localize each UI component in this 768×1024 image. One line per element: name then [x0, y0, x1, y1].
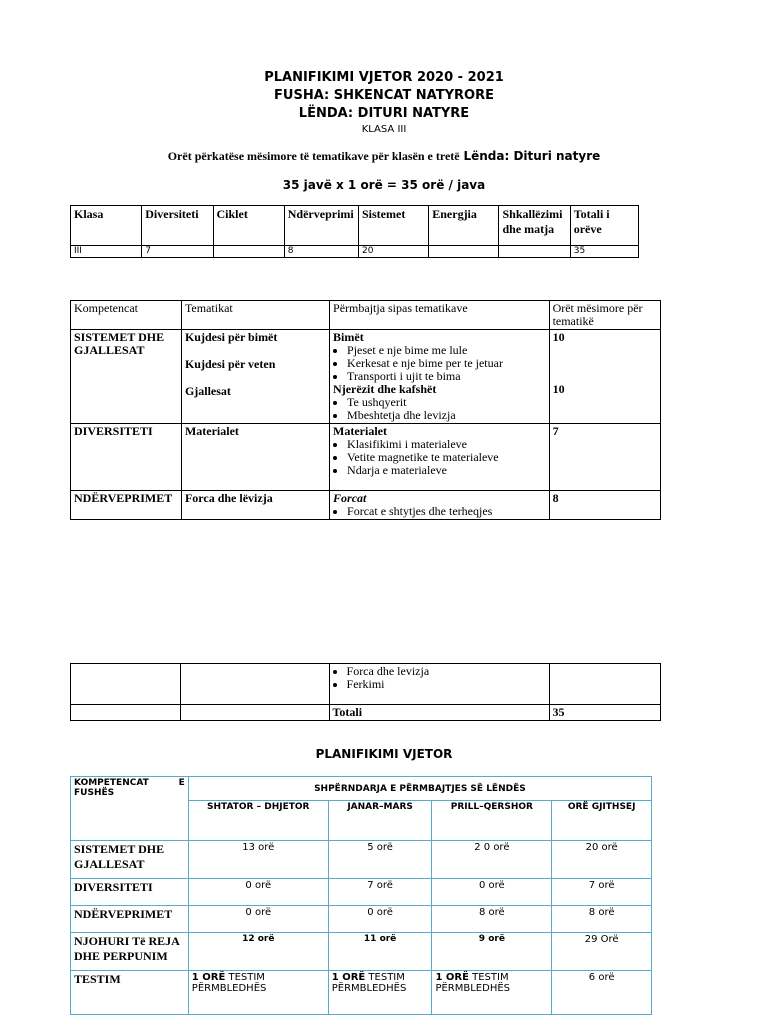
header-cell: Klasa: [71, 206, 142, 246]
row-label: TESTIM: [71, 971, 189, 1015]
competencies-table: [70, 300, 661, 520]
content-list: [333, 344, 546, 383]
value-cell: 8 orë: [432, 906, 552, 933]
list-item: • Forca dhe levizja: [347, 665, 546, 678]
total-label: Totali: [329, 705, 549, 721]
hours-value: 10: [552, 382, 565, 396]
hours-value: 10: [552, 330, 565, 344]
value-cell: 0 orë: [328, 906, 432, 933]
content-list: [333, 438, 546, 477]
value-cell: 11 orë: [328, 933, 432, 971]
header-cell: Tematikat: [181, 301, 329, 330]
value-cell: 8 orë: [552, 906, 652, 933]
competency-cell: SISTEMET DHE GJALLESAT: [71, 330, 182, 424]
value-cell: 13 orë: [188, 841, 328, 879]
content-cell: [330, 330, 550, 424]
content-heading: Bimët: [333, 330, 364, 344]
content-list: [333, 396, 546, 422]
value-cell: 6 orë: [552, 971, 652, 1015]
column-header: PRILL–QERSHOR: [432, 801, 552, 841]
testim-text: TESTIM PËRMBLEDHËS: [331, 972, 407, 994]
empty-cell: [181, 705, 329, 721]
content-cell: [330, 424, 550, 491]
title-field: FUSHA: SHKENCAT NATYRORE: [274, 88, 494, 103]
row-label: DIVERSITETI: [71, 879, 189, 906]
row-label: NJOHURI Të REJA DHE PERPUNIM: [71, 933, 189, 971]
testim-cell: [328, 971, 432, 1015]
content-list: [333, 665, 546, 691]
theme-cell: Forca dhe lëvizja: [181, 491, 329, 520]
empty-cell: [181, 664, 329, 705]
value-cell: 7 orë: [328, 879, 432, 906]
intro-subject: Lënda: Dituri natyre: [463, 149, 601, 163]
value-cell: 0 orë: [188, 906, 328, 933]
title-subject: LËNDA: DITURI NATYRE: [298, 106, 470, 121]
row-label: SISTEMET DHE GJALLESAT: [71, 841, 189, 879]
testim-text: TESTIM PËRMBLEDHËS: [191, 972, 267, 994]
theme-cell: [181, 330, 329, 424]
list-item: • Transporti i ujit te bima: [347, 370, 546, 383]
distribution-header: SHPËRNDARJA E PËRMBAJTJES SË LËNDËS: [188, 777, 651, 801]
value-cell: 12 orë: [188, 933, 328, 971]
theme: Kujdesi për bimët: [184, 330, 278, 344]
empty-cell: [71, 705, 181, 721]
testim-cell: [188, 971, 328, 1015]
header-cell: Orët mësimore për tematikë: [549, 301, 660, 330]
title-year: PLANIFIKIMI VJETOR 2020 - 2021: [264, 70, 504, 85]
column-header: ORË GJITHSEJ: [552, 801, 652, 841]
value-cell: 0 orë: [188, 879, 328, 906]
theme-cell: Materialet: [181, 424, 329, 491]
annual-plan-table: [70, 776, 652, 1015]
content-cell: [329, 664, 549, 705]
testim-bold: 1 ORË: [191, 972, 226, 983]
header-cell: Sistemet: [359, 206, 429, 246]
content-heading: Njerëzit dhe kafshët: [333, 382, 437, 396]
content-heading: Forcat: [333, 491, 367, 505]
cell: [499, 246, 570, 258]
value-cell: 29 Orë: [552, 933, 652, 971]
cell: 35: [570, 246, 638, 258]
list-item: • Pjeset e nje bime me lule: [347, 344, 546, 357]
testim-bold: 1 ORË: [435, 972, 469, 983]
hours-cell: 7: [549, 424, 660, 491]
competency-cell: DIVERSITETI: [71, 424, 182, 491]
continuation-table: [70, 663, 661, 721]
list-item: • Vetite magnetike te materialeve: [347, 451, 546, 464]
header-cell: Kompetencat: [71, 301, 182, 330]
testim-cell: [432, 971, 552, 1015]
class-label: KLASA III: [361, 124, 407, 135]
content-cell: [330, 491, 550, 520]
cell: III: [71, 246, 142, 258]
column-header: JANAR–MARS: [328, 801, 432, 841]
list-item: • Klasifikimi i materialeve: [347, 438, 546, 451]
empty-cell: [71, 664, 181, 705]
empty-cell: [549, 664, 660, 705]
list-item: • Forcat e shtytjes dhe terheqjes: [347, 505, 546, 518]
column-header: SHTATOR – DHJETOR: [188, 801, 328, 841]
intro-text: Orët përkatëse mësimore të tematikave për klasën e tretë: [167, 149, 460, 163]
intro-line: [0, 149, 768, 164]
cell: 8: [284, 246, 358, 258]
testim-text: TESTIM PËRMBLEDHËS: [435, 972, 511, 994]
theme: Kujdesi për veten: [184, 357, 276, 371]
plan-title: PLANIFIKIMI VJETOR: [315, 747, 453, 761]
row-label: NDËRVEPRIMET: [71, 906, 189, 933]
value-cell: 2 0 orë: [432, 841, 552, 879]
content-heading: Materialet: [333, 424, 387, 438]
content-list: [333, 505, 546, 518]
header-cell: Shkallëzimi dhe matja: [499, 206, 570, 246]
hours-cell: 8: [549, 491, 660, 520]
value-cell: 0 orë: [432, 879, 552, 906]
header-cell: Përmbajtja sipas tematikave: [330, 301, 550, 330]
list-item: • Kerkesat e nje bime per te jetuar: [347, 357, 546, 370]
value-cell: 20 orë: [552, 841, 652, 879]
cell: 7: [142, 246, 213, 258]
hours-cell: [549, 330, 660, 424]
list-item: • Ndarja e materialeve: [347, 464, 546, 477]
value-cell: 5 orë: [328, 841, 432, 879]
hours-summary-table: [70, 205, 639, 258]
value-cell: 7 orë: [552, 879, 652, 906]
header-cell: Energjia: [429, 206, 499, 246]
competency-cell: NDËRVEPRIMET: [71, 491, 182, 520]
header-cell: Ndërveprimi: [284, 206, 358, 246]
list-item: • Te ushqyerit: [347, 396, 546, 409]
cell: [213, 246, 284, 258]
value-cell: 9 orë: [432, 933, 552, 971]
header-cell: Ciklet: [213, 206, 284, 246]
cell: 20: [359, 246, 429, 258]
theme: Gjallesat: [184, 384, 231, 398]
list-item: • Ferkimi: [347, 678, 546, 691]
total-value: 35: [549, 705, 660, 721]
header-cell: Diversiteti: [142, 206, 213, 246]
cell: [429, 246, 499, 258]
header-cell: Totali i orëve: [570, 206, 638, 246]
kompetencat-header: KOMPETENCAT E FUSHËS: [71, 777, 189, 841]
testim-bold: 1 ORË: [331, 972, 366, 983]
hours-line: 35 javë x 1 orë = 35 orë / java: [282, 178, 486, 192]
list-item: • Mbeshtetja dhe levizja: [347, 409, 546, 422]
